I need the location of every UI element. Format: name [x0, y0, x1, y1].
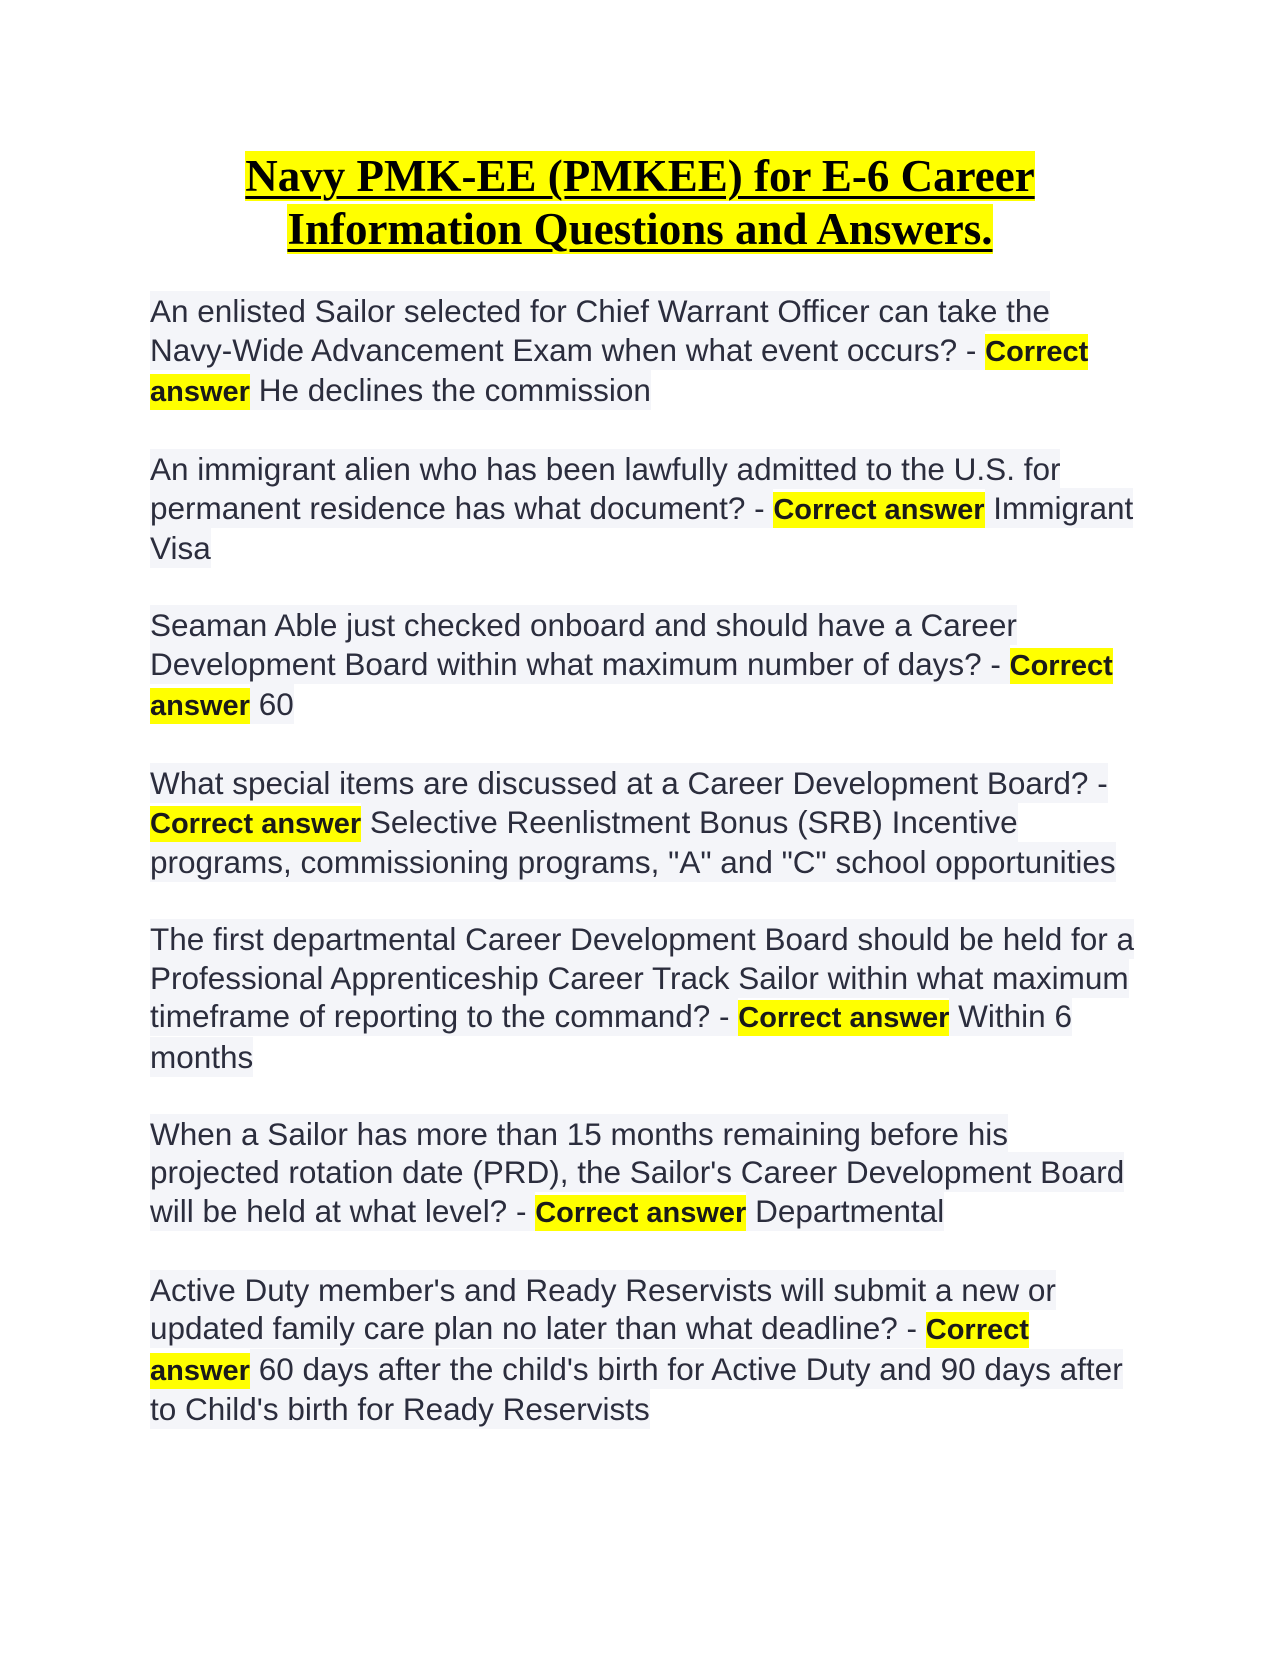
- qa-item: [150, 920, 1135, 1076]
- answer-text: He declines the commission: [249, 372, 651, 408]
- qa-item: [150, 764, 1135, 882]
- title-line-2: Information Questions and Answers.: [287, 204, 993, 254]
- qa-item: [150, 606, 1135, 726]
- question-text: An immigrant alien who has been lawfully admitted to the U.S. for permanent residence has what document? -: [150, 451, 1061, 526]
- question-text: What special items are discussed at a Career Development Board? -: [150, 765, 1108, 801]
- correct-answer-label: Correct answer: [773, 493, 985, 526]
- qa-item: [150, 450, 1135, 568]
- question-text: When a Sailor has more than 15 months remaining before his projected rotation date (PRD), the Sailor's Career Development Board will be held at what level? -: [150, 1115, 1125, 1229]
- correct-answer-label: Correct answer: [535, 1196, 747, 1229]
- question-text: Active Duty member's and Ready Reservists will submit a new or updated family care plan no later than what deadline? -: [150, 1271, 1056, 1346]
- answer-text: 60: [249, 686, 294, 722]
- correct-answer-label: Correct answer: [150, 1314, 1029, 1387]
- question-text: The first departmental Career Development Board should be held for a Professional Apprenticeship Career Track Sailor within what maximum timeframe of reporting to the command? -: [150, 921, 1135, 1034]
- title-line-1: Navy PMK-EE (PMKEE) for E-6 Career: [245, 151, 1035, 201]
- correct-answer-label: Correct answer: [150, 807, 362, 840]
- answer-text: Immigrant Visa: [150, 489, 1134, 566]
- qa-item: [150, 292, 1135, 412]
- question-text: Seaman Able just checked onboard and should have a Career Development Board within what maximum number of days? -: [150, 607, 1017, 682]
- answer-text: Within 6 months: [150, 998, 1072, 1075]
- correct-answer-label: Correct answer: [150, 335, 1089, 408]
- correct-answer-label: Correct answer: [150, 649, 1113, 722]
- qa-item: [150, 1115, 1135, 1233]
- correct-answer-label: Correct answer: [738, 1002, 950, 1034]
- qa-item: [150, 1271, 1135, 1429]
- answer-text: Departmental: [746, 1192, 945, 1229]
- question-text: An enlisted Sailor selected for Chief Warrant Officer can take the Navy-Wide Advancement Exam when what event occurs? -: [150, 293, 1050, 368]
- answer-text: Selective Reenlistment Bonus (SRB) Incentive programs, commissioning programs, "A" and "C" school opportunities: [150, 803, 1116, 880]
- qa-list: [150, 292, 1135, 1467]
- answer-text: 60 days after the child's birth for Active Duty and 90 days after to Child's birth for Ready Reservists: [150, 1350, 1123, 1427]
- document-title: [150, 150, 1130, 256]
